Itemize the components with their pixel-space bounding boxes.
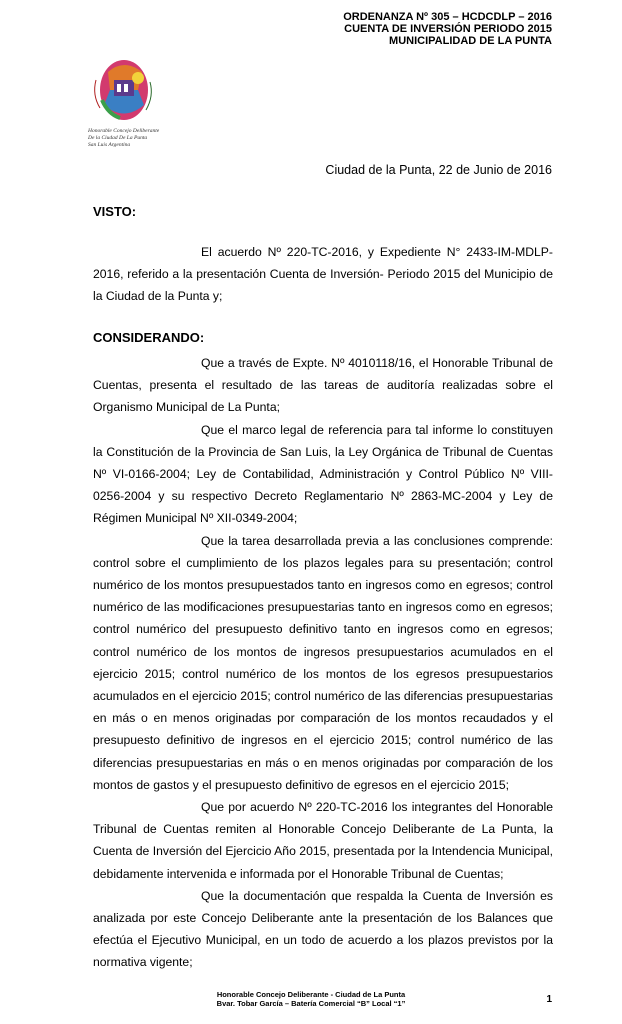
footer-address: Bvar. Tobar García – Batería Comercial “B” Local “1” xyxy=(216,999,406,1008)
logo-caption: Honorable Concejo Deliberante De la Ciudad De La Punta San Luis Argentina xyxy=(88,128,160,148)
considerando-paragraph: Que a través de Expte. Nº 4010118/16, el Honorable Tribunal de Cuentas, presenta el resultado de las tareas de auditoría realizadas sobre el Organismo Municipal de La Punta; xyxy=(93,356,553,415)
header-subject: CUENTA DE INVERSIÓN PERIODO 2015 xyxy=(344,23,552,35)
visto-paragraph: El acuerdo Nº 220-TC-2016, y Expediente N° 2433-IM-MDLP-2016, referido a la presentación Cuenta de Inversión- Periodo 2015 del Municipio de la Ciudad de la Punta y; xyxy=(93,245,553,304)
considerando-heading: CONSIDERANDO: xyxy=(93,330,205,345)
page-number: 1 xyxy=(546,994,552,1005)
document-header xyxy=(222,11,552,47)
header-ordinance: ORDENANZA Nº 305 – HCDCDLP – 2016 xyxy=(343,11,552,23)
visto-heading: VISTO: xyxy=(93,204,137,219)
header-municipality: MUNICIPALIDAD DE LA PUNTA xyxy=(389,35,552,47)
considerando-body xyxy=(93,352,553,974)
considerando-paragraph: Que por acuerdo Nº 220-TC-2016 los integrantes del Honorable Tribunal de Cuentas remiten al Honorable Concejo Deliberante de La Punta, la Cuenta de Inversión del Ejercicio Año 2015, presentada por la Intendencia Municipal, debidamente intervenida e informada por el Honorable Tribunal de Cuentas; xyxy=(93,800,553,881)
footer-institution: Honorable Concejo Deliberante - Ciudad de La Punta xyxy=(216,990,406,999)
considerando-paragraph: Que el marco legal de referencia para tal informe lo constituyen la Constitución de la Provincia de San Luis, la Ley Orgánica de Tribunal de Cuentas Nº VI-0166-2004; Ley de Contabilidad, Administración y Control Público Nº VIII-0256-2004 y su respectivo Decreto Reglamentario Nº 2863-MC-2004 y Ley de Régimen Municipal Nº XII-0349-2004; xyxy=(93,422,553,526)
document-date: Ciudad de la Punta, 22 de Junio de 2016 xyxy=(325,163,552,177)
considerando-paragraph: Que la tarea desarrollada previa a las conclusiones comprende: control sobre el cumplimiento de los plazos legales para su presentación; control numérico de los montos presupuestados tanto en ingresos como en egresos; control numérico de las modificaciones presupuestarias tanto en ingresos como en egresos; control numérico del presupuesto definitivo tanto en ingresos como en egresos; control numérico de los montos de ingresos presupuestarios acumulados en el ejercicio 2015; control numérico de los montos de los egresos presupuestarios acumulados en el ejercicio 2015; control numérico de las diferencias presupuestarias en más o en menos originadas por comparación de los montos recaudados y el presupuesto definitivo de ingresos en el ejercicio 2015; control numérico de las diferencias presupuestarias en más o en menos originadas por comparación de los montos de gastos y el presupuesto definitivo de egresos en el ejercicio 2015; xyxy=(93,533,553,792)
document-footer xyxy=(0,990,622,1008)
considerando-paragraph: Que la documentación que respalda la Cuenta de Inversión es analizada por este Concejo Deliberante ante la presentación de los Balances que efectúa el Ejecutivo Municipal, en un todo de acuerdo a los plazos previstos por la normativa vigente; xyxy=(93,888,553,970)
